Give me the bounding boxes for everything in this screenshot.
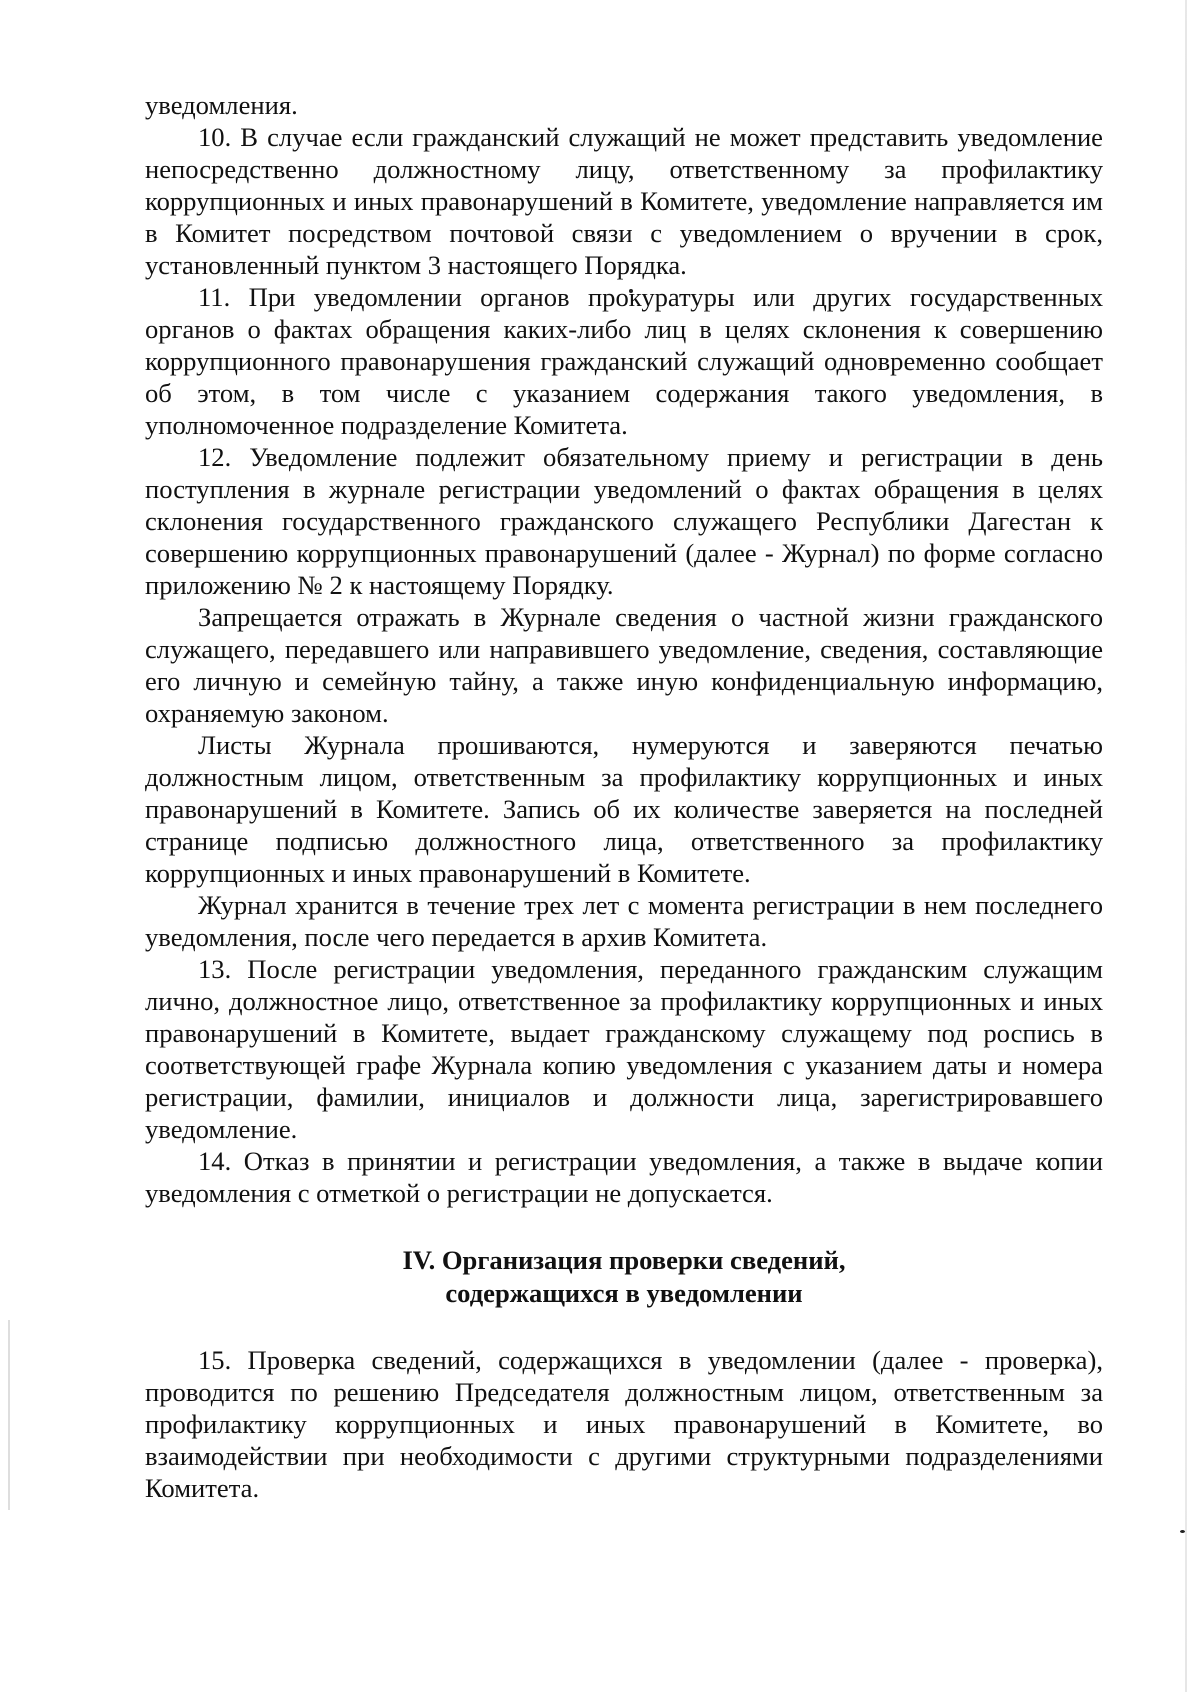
document-body — [145, 89, 1103, 1504]
paragraph-item-15: 15. Проверка сведений, содержащихся в уведомлении (далее - проверка), проводится по решению Председателя должностным лицом, ответственным за профилактику коррупционных и иных правонарушений в Комитете, во взаимодействии при необходимости с другими структурными подразделениями Комитета. — [145, 1345, 1103, 1503]
paragraph-item-14: 14. Отказ в принятии и регистрации уведомления, а также в выдаче копии уведомления с отметкой о регистрации не допускается. — [145, 1146, 1103, 1208]
scan-speck — [1180, 1530, 1185, 1533]
paragraph-journal-sheets: Листы Журнала прошиваются, нумеруются и заверяются печатью должностным лицом, ответственным за профилактику коррупционных и иных правонарушений в Комитете. Запись об их количестве заверяется на последней странице подписью должностного лица, ответственного за профилактику коррупционных и иных правонарушений в Комитете. — [145, 730, 1103, 888]
paragraph-journal-privacy: Запрещается отражать в Журнале сведения о частной жизни гражданского служащего, передавшего или направившего уведомление, сведения, составляющие его личную и семейную тайну, а также иную конфиденциальную информацию, охраняемую законом. — [145, 602, 1103, 728]
paragraph-item-11: 11. При уведомлении органов прокуратуры или других государственных органов о фактах обращения каких-либо лиц в целях склонения к совершению коррупционного правонарушения гражданский служащий одновременно сообщает об этом, в том числе с указанием содержания такого уведомления, в уполномоченное подразделение Комитета. — [145, 282, 1103, 440]
section-heading — [145, 1244, 1103, 1310]
scan-edge-left-mark — [8, 1320, 10, 1510]
paragraph-continuation: уведомления. — [145, 90, 298, 120]
paragraph-journal-storage: Журнал хранится в течение трех лет с момента регистрации в нем последнего уведомления, после чего передается в архив Комитета. — [145, 890, 1103, 952]
paragraph-item-13: 13. После регистрации уведомления, переданного гражданским служащим лично, должностное лицо, ответственное за профилактику коррупционных и иных правонарушений в Комитете, выдает гражданскому служащему под роспись в соответствующей графе Журнала копию уведомления с указанием даты и номера регистрации, фамилии, инициалов и должности лица, зарегистрировавшего уведомление. — [145, 954, 1103, 1144]
paragraph-item-12: 12. Уведомление подлежит обязательному приему и регистрации в день поступления в журнале регистрации уведомлений о фактах обращения в целях склонения государственного гражданского служащего Республики Дагестан к совершению коррупционных правонарушений (далее - Журнал) по форме согласно приложению № 2 к настоящему Порядку. — [145, 442, 1103, 600]
scan-edge-right — [1185, 0, 1187, 1692]
paragraph-item-10: 10. В случае если гражданский служащий не может представить уведомление непосредственно должностному лицу, ответственному за профилактику коррупционных и иных правонарушений в Комитете, уведомление направляется им в Комитет посредством почтовой связи с уведомлением о вручении в срок, установленный пунктом 3 настоящего Порядка. — [145, 122, 1103, 280]
section-heading-line-1: IV. Организация проверки сведений, — [402, 1245, 846, 1275]
section-heading-line-2: содержащихся в уведомлении — [445, 1278, 803, 1308]
